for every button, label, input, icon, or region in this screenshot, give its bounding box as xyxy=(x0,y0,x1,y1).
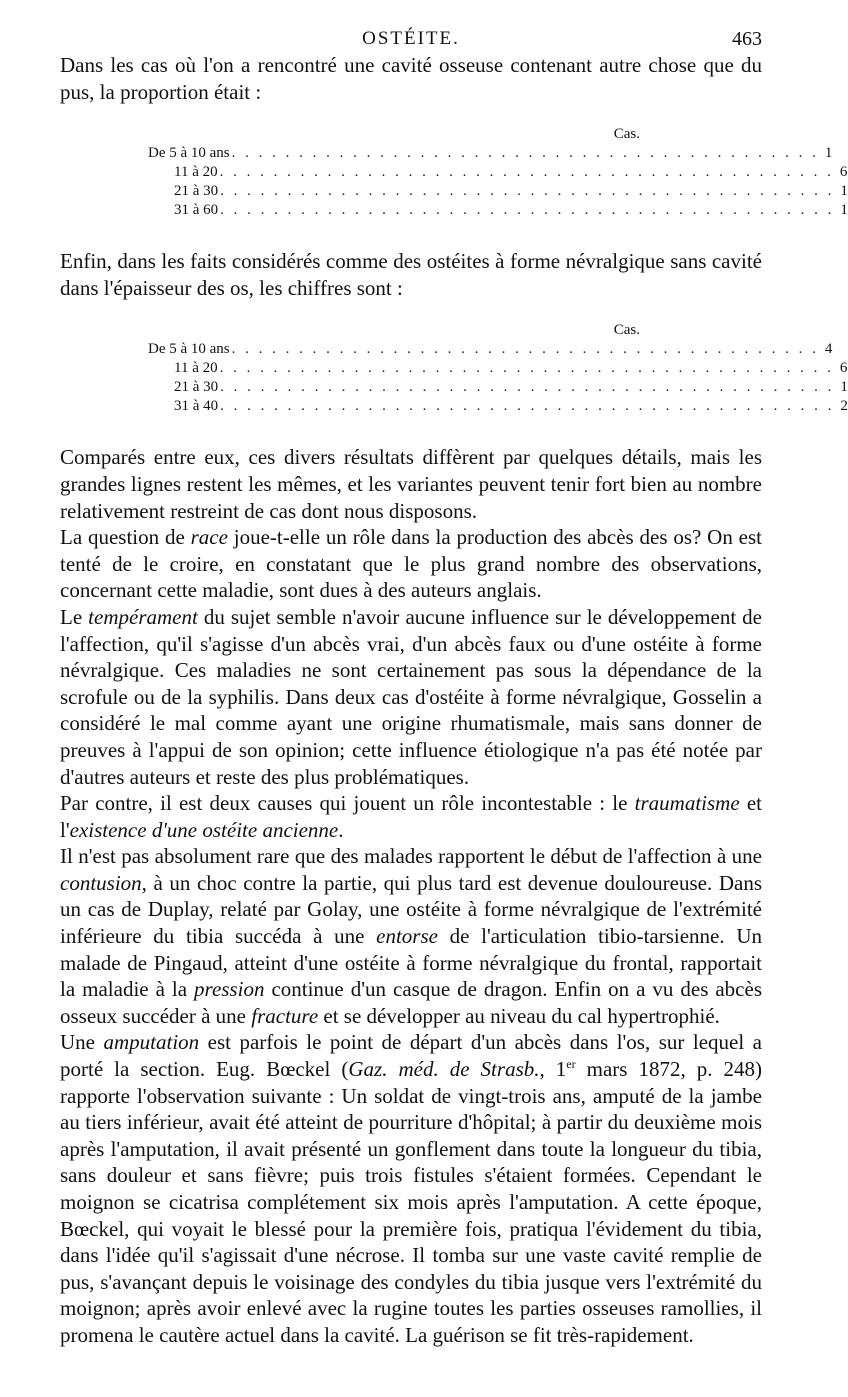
age-range: 21 à 30 xyxy=(174,379,219,396)
case-count: 2 xyxy=(840,398,848,415)
page-header xyxy=(60,18,762,52)
leader-dots: . . . . . . . . . . . . . . . . . . . . . . . . . . . . . . . . . . . . . . . . . . . . . . xyxy=(220,183,835,200)
p2-text: joue-t-elle un rôle dans la production des abcès des os? On est tenté de le croire, en constatant que le plus grand nombre des observations, concernant cette maladie, sont dues à des auteurs anglais. xyxy=(60,525,762,603)
table-row xyxy=(148,340,833,359)
p3-text: Le xyxy=(60,604,89,629)
leader-dots: . . . . . . . . . . . . . . . . . . . . . . . . . . . . . . . . . . . . . . . . . . . . xyxy=(231,145,819,162)
table-row xyxy=(148,144,833,163)
table-row xyxy=(148,397,848,416)
p6-superscript: er xyxy=(566,1057,576,1072)
p4-italic-osteite: existence d'une ostéite ancienne xyxy=(69,817,339,842)
p4-italic-traumatisme: traumatisme xyxy=(634,791,740,816)
p4-text: . xyxy=(338,817,344,842)
p6-text: , 1 xyxy=(539,1057,567,1082)
p3-italic-temperament: tempérament xyxy=(88,604,198,629)
age-range: De 5 à 10 ans xyxy=(148,145,230,162)
age-range: 11 à 20 xyxy=(174,360,218,377)
case-count: 1 xyxy=(840,379,848,396)
p1-text: Comparés entre eux, ces divers résultats diffèrent par quelques détails, mais les grandes lignes restent les mêmes, et les variantes peuvent tenir fort bien au nombre relativement restreint de cas dont nous disposons. xyxy=(60,445,762,523)
age-range: 31 à 40 xyxy=(174,398,219,415)
case-count: 6 xyxy=(839,360,848,377)
p6-text: mars 1872, p. 248) rapporte l'observation suivante : Un soldat de vingt-trois ans, amputé de la jambe au tiers inférieur, avait été atteint de pourriture d'hôpital; à partir du deuxième mois après l'amputation, il avait présenté un gonflement dans toute la longueur du tibia, sans douleur et sans fièvre; puis trois fistules s'étaient formées. Cependant le moignon se cicatrisa complétement six mois après l'amputation. A cette époque, Bœckel, qui voyait le blessé pour la première fois, pratiqua l'évidement du tibia, dans l'idée qu'il s'agissait d'une nécrose. Il tomba sur une vaste cavité remplie de pus, s'avançant depuis le voisinage des condyles du tibia jusque vers l'extrémité du moignon; après avoir enlevé avec la rugine toutes les parties osseuses ramollies, il promena le cautère actuel dans la cavité. La guérison se fit très-rapidement. xyxy=(60,1057,763,1347)
age-table-2 xyxy=(148,321,848,416)
p5-text: et se développer au niveau du cal hypertrophié. xyxy=(318,1003,720,1028)
p4-text: et l' xyxy=(60,791,763,842)
paragraph-comparison xyxy=(60,444,762,524)
p6-italic-amputation: amputation xyxy=(103,1030,200,1055)
p6-text: Une xyxy=(60,1030,104,1055)
p4-text: Par contre, il est deux causes qui jouent un rôle incontestable : le xyxy=(60,791,635,816)
running-title: OSTÉITE. xyxy=(362,28,460,49)
paragraph-contusion xyxy=(60,843,762,1029)
table-row xyxy=(148,378,848,397)
leader-dots: . . . . . . . . . . . . . . . . . . . . . . . . . . . . . . . . . . . . . . . . . . . . . . xyxy=(220,202,835,219)
table-row xyxy=(148,201,848,220)
case-count: 1 xyxy=(840,183,848,200)
age-table-1 xyxy=(148,125,848,220)
age-range: 21 à 30 xyxy=(174,183,219,200)
p5-italic-contusion: contusion xyxy=(60,870,142,895)
p5-text: , à un choc contre la partie, qui plus tard est devenue douloureuse. Dans un cas de Duplay, relaté par Golay, une ostéite à forme névralgique de l'extrémité inférieure du tibia succéda à une xyxy=(60,870,762,949)
p6-text: est parfois le point de départ d'un abcès dans l'os, sur lequel a porté la section. Eug. Bœckel ( xyxy=(60,1030,762,1082)
case-count: 1 xyxy=(824,145,833,162)
table-row xyxy=(148,182,848,201)
leader-dots: . . . . . . . . . . . . . . . . . . . . . . . . . . . . . . . . . . . . . . . . . . . . . . xyxy=(219,360,834,377)
leader-dots: . . . . . . . . . . . . . . . . . . . . . . . . . . . . . . . . . . . . . . . . . . . . . . xyxy=(219,164,834,181)
book-page xyxy=(60,18,848,1349)
p5-text: de l'articulation tibio-tarsienne. Un malade de Pingaud, atteint d'une ostéite à forme névralgique du frontal, rapportait la maladie à la xyxy=(60,924,762,1002)
case-count: 4 xyxy=(824,341,833,358)
paragraph-intro-1 xyxy=(60,52,762,105)
paragraph-race xyxy=(60,524,762,604)
p5-italic-fracture: fracture xyxy=(251,1003,319,1028)
leader-dots: . . . . . . . . . . . . . . . . . . . . . . . . . . . . . . . . . . . . . . . . . . . . . . xyxy=(220,398,835,415)
table-row xyxy=(148,163,848,182)
p5-text: continue d'un casque de dragon. Enfin on a vu des abcès osseux succéder à une xyxy=(60,977,762,1028)
paragraph-causes xyxy=(60,790,762,843)
table-1-header: Cas. xyxy=(613,126,640,143)
table-row xyxy=(148,359,848,378)
p5-italic-pression: pression xyxy=(194,977,265,1002)
case-count: 6 xyxy=(839,164,848,181)
p5-italic-entorse: entorse xyxy=(376,924,438,949)
age-range: 31 à 60 xyxy=(174,202,219,219)
p5-text: Il n'est pas absolument rare que des malades rapportent le début de l'affection à une xyxy=(60,844,762,869)
case-count: 1 xyxy=(840,202,848,219)
age-range: 11 à 20 xyxy=(174,164,218,181)
p2-text: La question de xyxy=(60,525,191,550)
page-number: 463 xyxy=(732,28,762,50)
paragraph-temperament xyxy=(60,604,762,790)
table-2-header: Cas. xyxy=(613,322,640,339)
leader-dots: . . . . . . . . . . . . . . . . . . . . . . . . . . . . . . . . . . . . . . . . . . . . . . xyxy=(220,379,835,396)
p6-italic-citation: Gaz. méd. de Strasb. xyxy=(348,1057,540,1082)
paragraph-intro-2 xyxy=(60,248,762,301)
p3-text: du sujet semble n'avoir aucune influence sur le développement de l'affection, qu'il s'agisse d'un abcès vrai, d'un abcès faux ou d'une ostéite à forme névralgique. Ces maladies ne sont certainement pas sous la dépendance de la scrofule ou de la syphilis. Dans deux cas d'ostéite à forme névralgique, Gosselin a considéré le mal comme ayant une origine rhumatismale, mais sans donner de preuves à l'appui de son opinion; cette influence étiologique n'a pas été notée par d'autres auteurs et reste des plus problématiques. xyxy=(60,604,763,789)
paragraph-amputation xyxy=(60,1029,762,1348)
age-range: De 5 à 10 ans xyxy=(148,341,230,358)
intro-1-text: Dans les cas où l'on a rencontré une cavité osseuse contenant autre chose que du pus, la proportion était : xyxy=(60,53,762,104)
p2-italic-race: race xyxy=(190,525,228,550)
leader-dots: . . . . . . . . . . . . . . . . . . . . . . . . . . . . . . . . . . . . . . . . . . . . xyxy=(231,341,819,358)
intro-2-text: Enfin, dans les faits considérés comme des ostéites à forme névralgique sans cavité dans l'épaisseur des os, les chiffres sont : xyxy=(60,249,762,300)
